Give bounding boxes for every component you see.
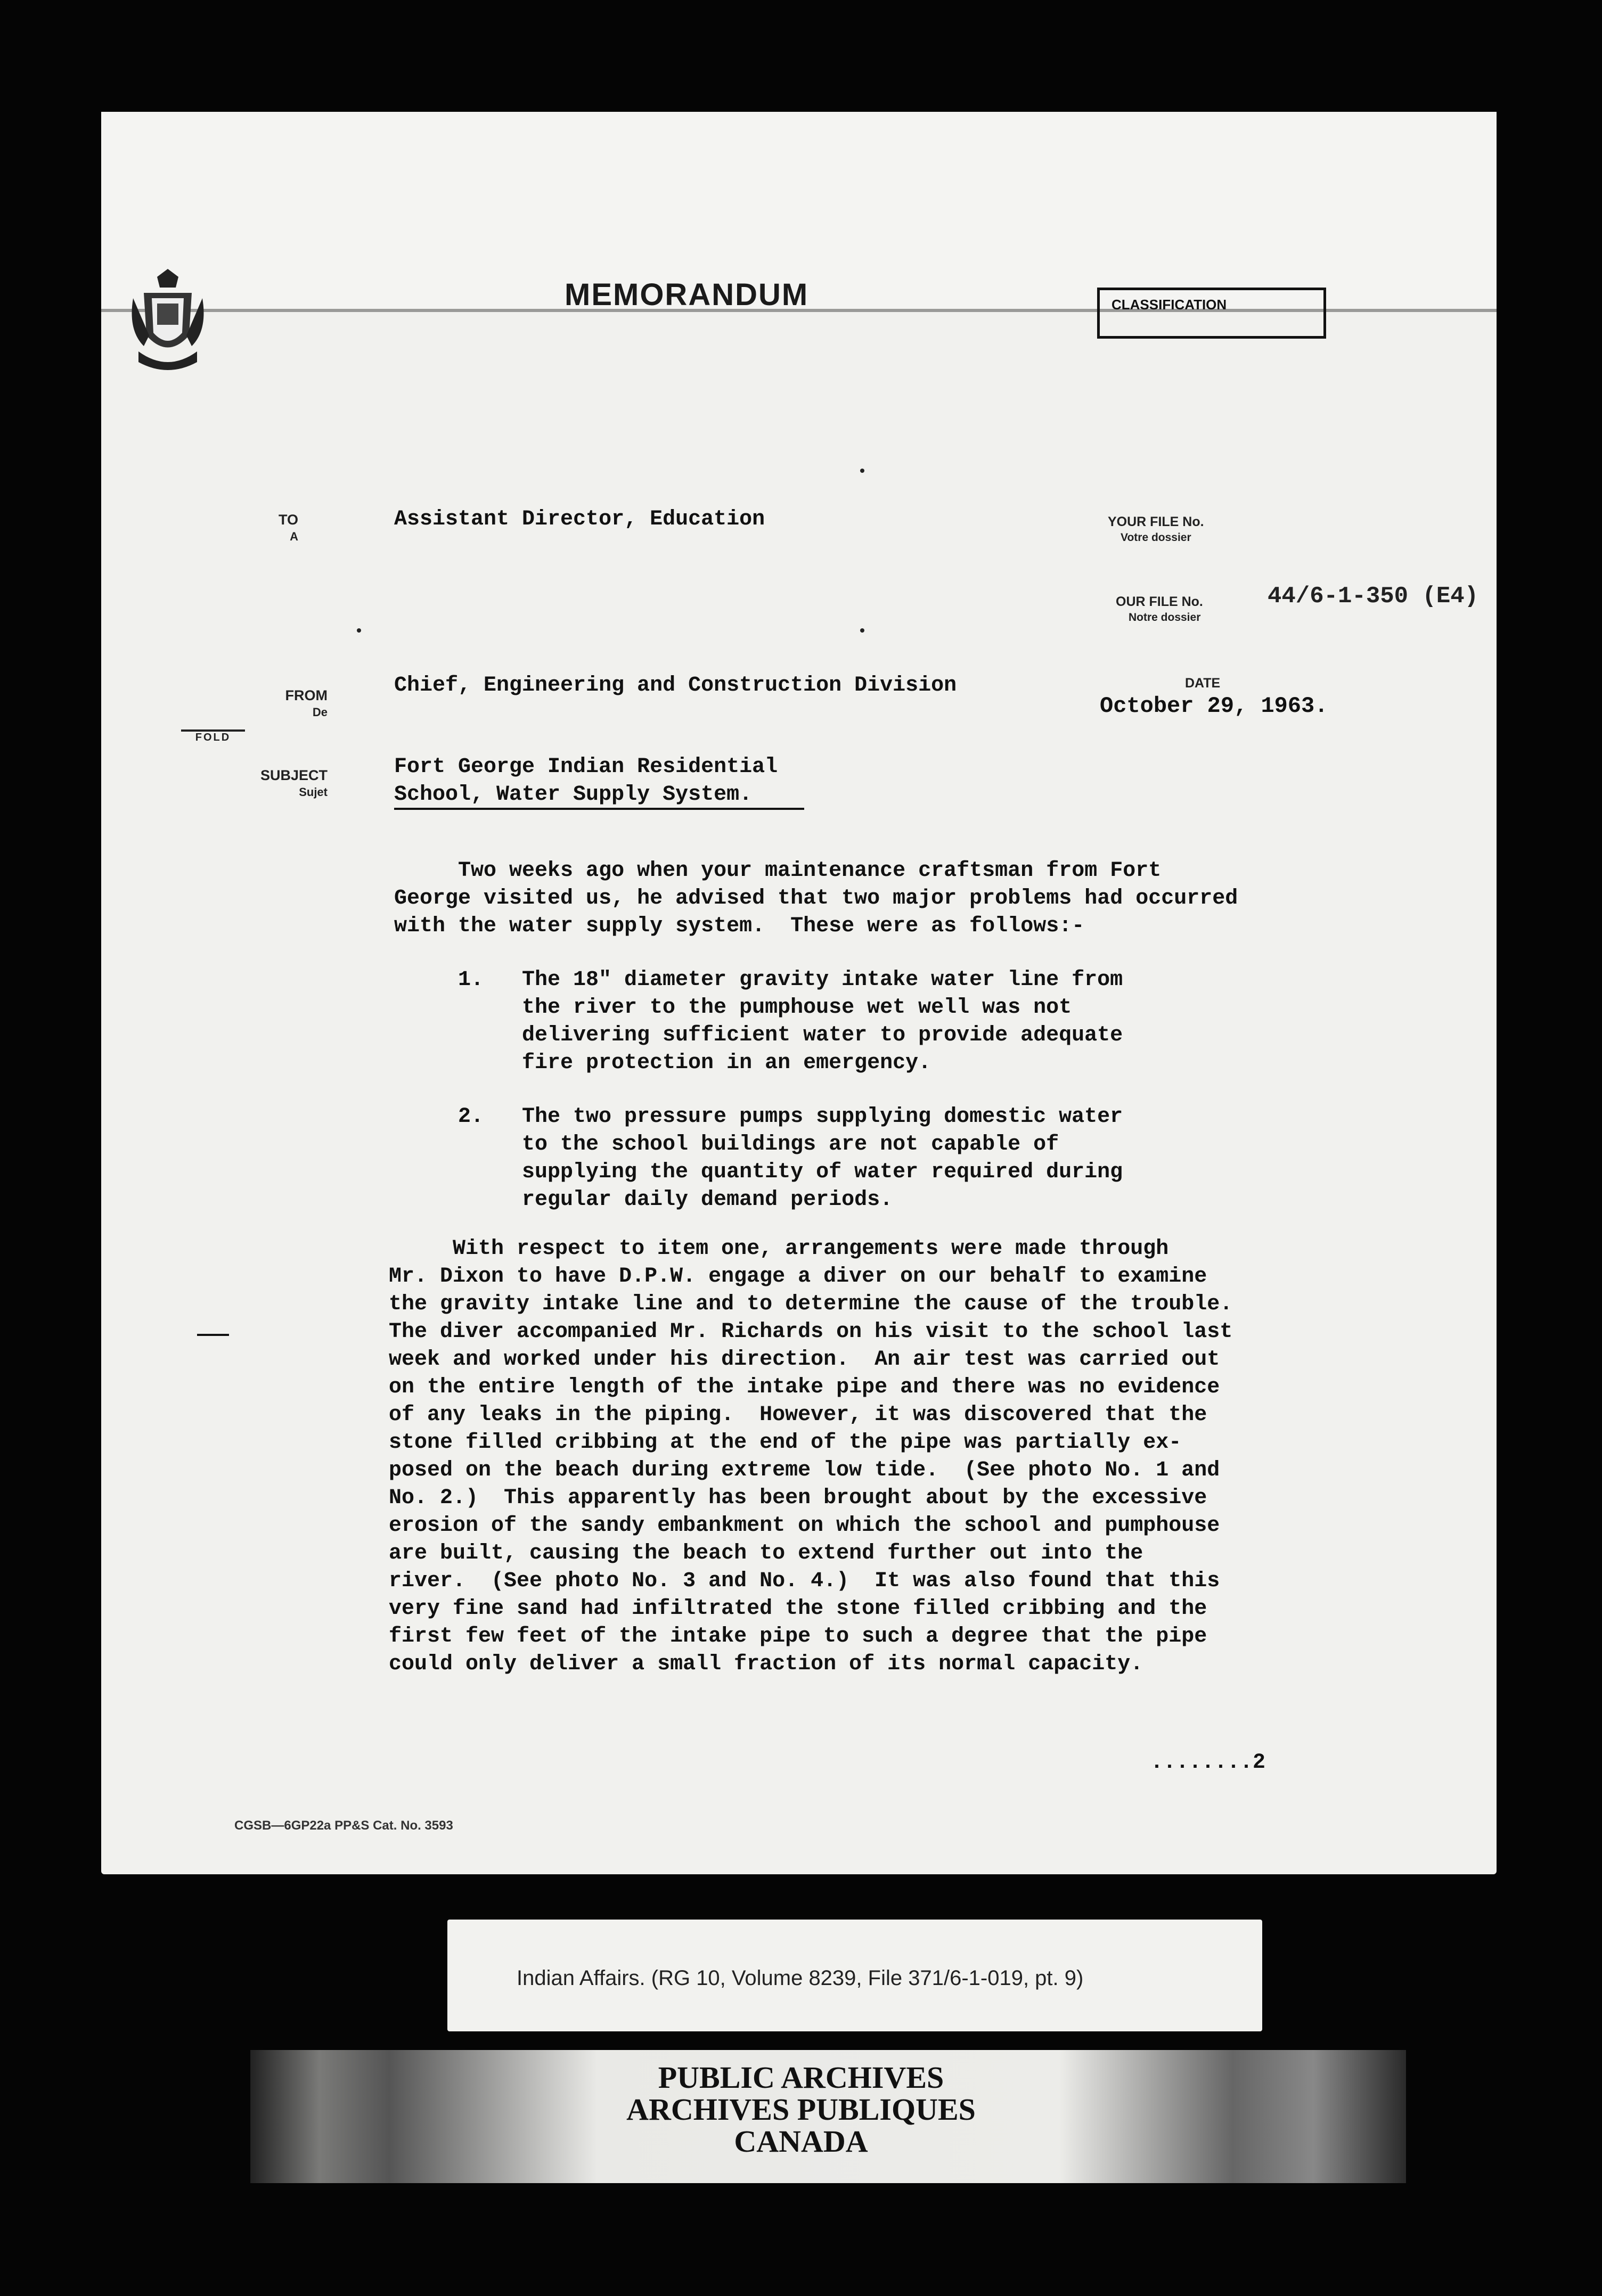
- from-label-en: FROM: [285, 687, 328, 703]
- our-file-value: 44/6-1-350 (E4): [1268, 583, 1479, 610]
- archive-line-1: PUBLIC ARCHIVES: [658, 2060, 944, 2095]
- subject-label-en: SUBJECT: [260, 767, 328, 783]
- subject-label-fr: Sujet: [299, 785, 328, 799]
- item-1-text: The 18" diameter gravity intake water line from the river to the pumphouse wet well was not delivering sufficient water to provide adequate fire protection in an emergency.: [522, 968, 1123, 1075]
- form-number: CGSB—6GP22a PP&S Cat. No. 3593: [234, 1818, 453, 1833]
- to-label-en: TO: [278, 512, 298, 528]
- date-label: DATE: [1185, 676, 1221, 691]
- coat-of-arms-icon: [128, 266, 208, 378]
- your-file-label-en: YOUR FILE No.: [1108, 514, 1204, 529]
- intro-paragraph: Two weeks ago when your maintenance craftsman from Fort George visited us, he advised that two major problems had occurred with the water supply system. These were as follows:-: [394, 859, 1238, 938]
- archive-stamp: [0, 2062, 1602, 2158]
- fold-mark: FOLD: [181, 729, 245, 744]
- stray-mark: [860, 469, 864, 473]
- continued-marker: ........2: [1150, 1751, 1266, 1775]
- archive-line-2: ARCHIVES PUBLIQUES: [626, 2092, 976, 2127]
- to-label: [213, 511, 298, 545]
- paragraph-2: With respect to item one, arrangements were made through Mr. Dixon to have D.P.W. engage a diver on our behalf to examine the gravity intake line and to determine the cause of the trouble. The diver accompanied Mr. Richards on his visit to the school last week and worked under his direction. An air test was carried out on the entire length of the intake pipe and there was no evidence of any leaks in the piping. However, it was discovered that the stone filled cribbing at the end of the pipe was partially ex- posed on the beach during extreme low tide. (See photo No. 1 and No. 2.) This apparently has been brought about by the excessive erosion of the sandy embankment on which the school and pumphouse are built, causing the beach to extend further out into the river. (See photo No. 3 and No. 4.) It was also found that this very fine sand had infiltrated the stone filled cribbing and the first few feet of the intake pipe to such a degree that the pipe could only deliver a small fraction of its normal capacity.: [389, 1237, 1233, 1676]
- item-2-number: 2.: [458, 1105, 484, 1129]
- your-file-label-fr: Votre dossier: [1121, 531, 1191, 544]
- subject-line-2: School, Water Supply System.: [394, 783, 753, 807]
- from-label: [242, 687, 328, 721]
- to-value: Assistant Director, Education: [394, 507, 765, 531]
- archive-reference: Indian Affairs. (RG 10, Volume 8239, File 371/6-1-019, pt. 9): [517, 1966, 1084, 1990]
- date-value: October 29, 1963.: [1100, 693, 1328, 719]
- item-1-number: 1.: [458, 968, 484, 992]
- archive-line-3: CANADA: [734, 2124, 868, 2159]
- from-label-fr: De: [312, 706, 328, 719]
- memo-title: MEMORANDUM: [565, 277, 809, 312]
- our-file-label: [1116, 594, 1203, 626]
- stray-mark: [357, 628, 361, 633]
- subject-line-1: Fort George Indian Residential: [394, 755, 778, 779]
- margin-mark: [197, 1334, 229, 1336]
- your-file-label: [1108, 514, 1204, 546]
- to-label-fr: A: [290, 530, 298, 543]
- subject-label: [242, 767, 328, 801]
- our-file-label-en: OUR FILE No.: [1116, 594, 1203, 609]
- stray-mark: [860, 628, 864, 633]
- from-value: Chief, Engineering and Construction Division: [394, 674, 957, 698]
- our-file-label-fr: Notre dossier: [1129, 611, 1201, 624]
- classification-box: CLASSIFICATION: [1097, 288, 1326, 339]
- subject-underline: [394, 808, 804, 810]
- archive-reference-card: [447, 1920, 1262, 2031]
- item-2-text: The two pressure pumps supplying domestic water to the school buildings are not capable of supplying the quantity of water required during regular daily demand periods.: [522, 1105, 1123, 1212]
